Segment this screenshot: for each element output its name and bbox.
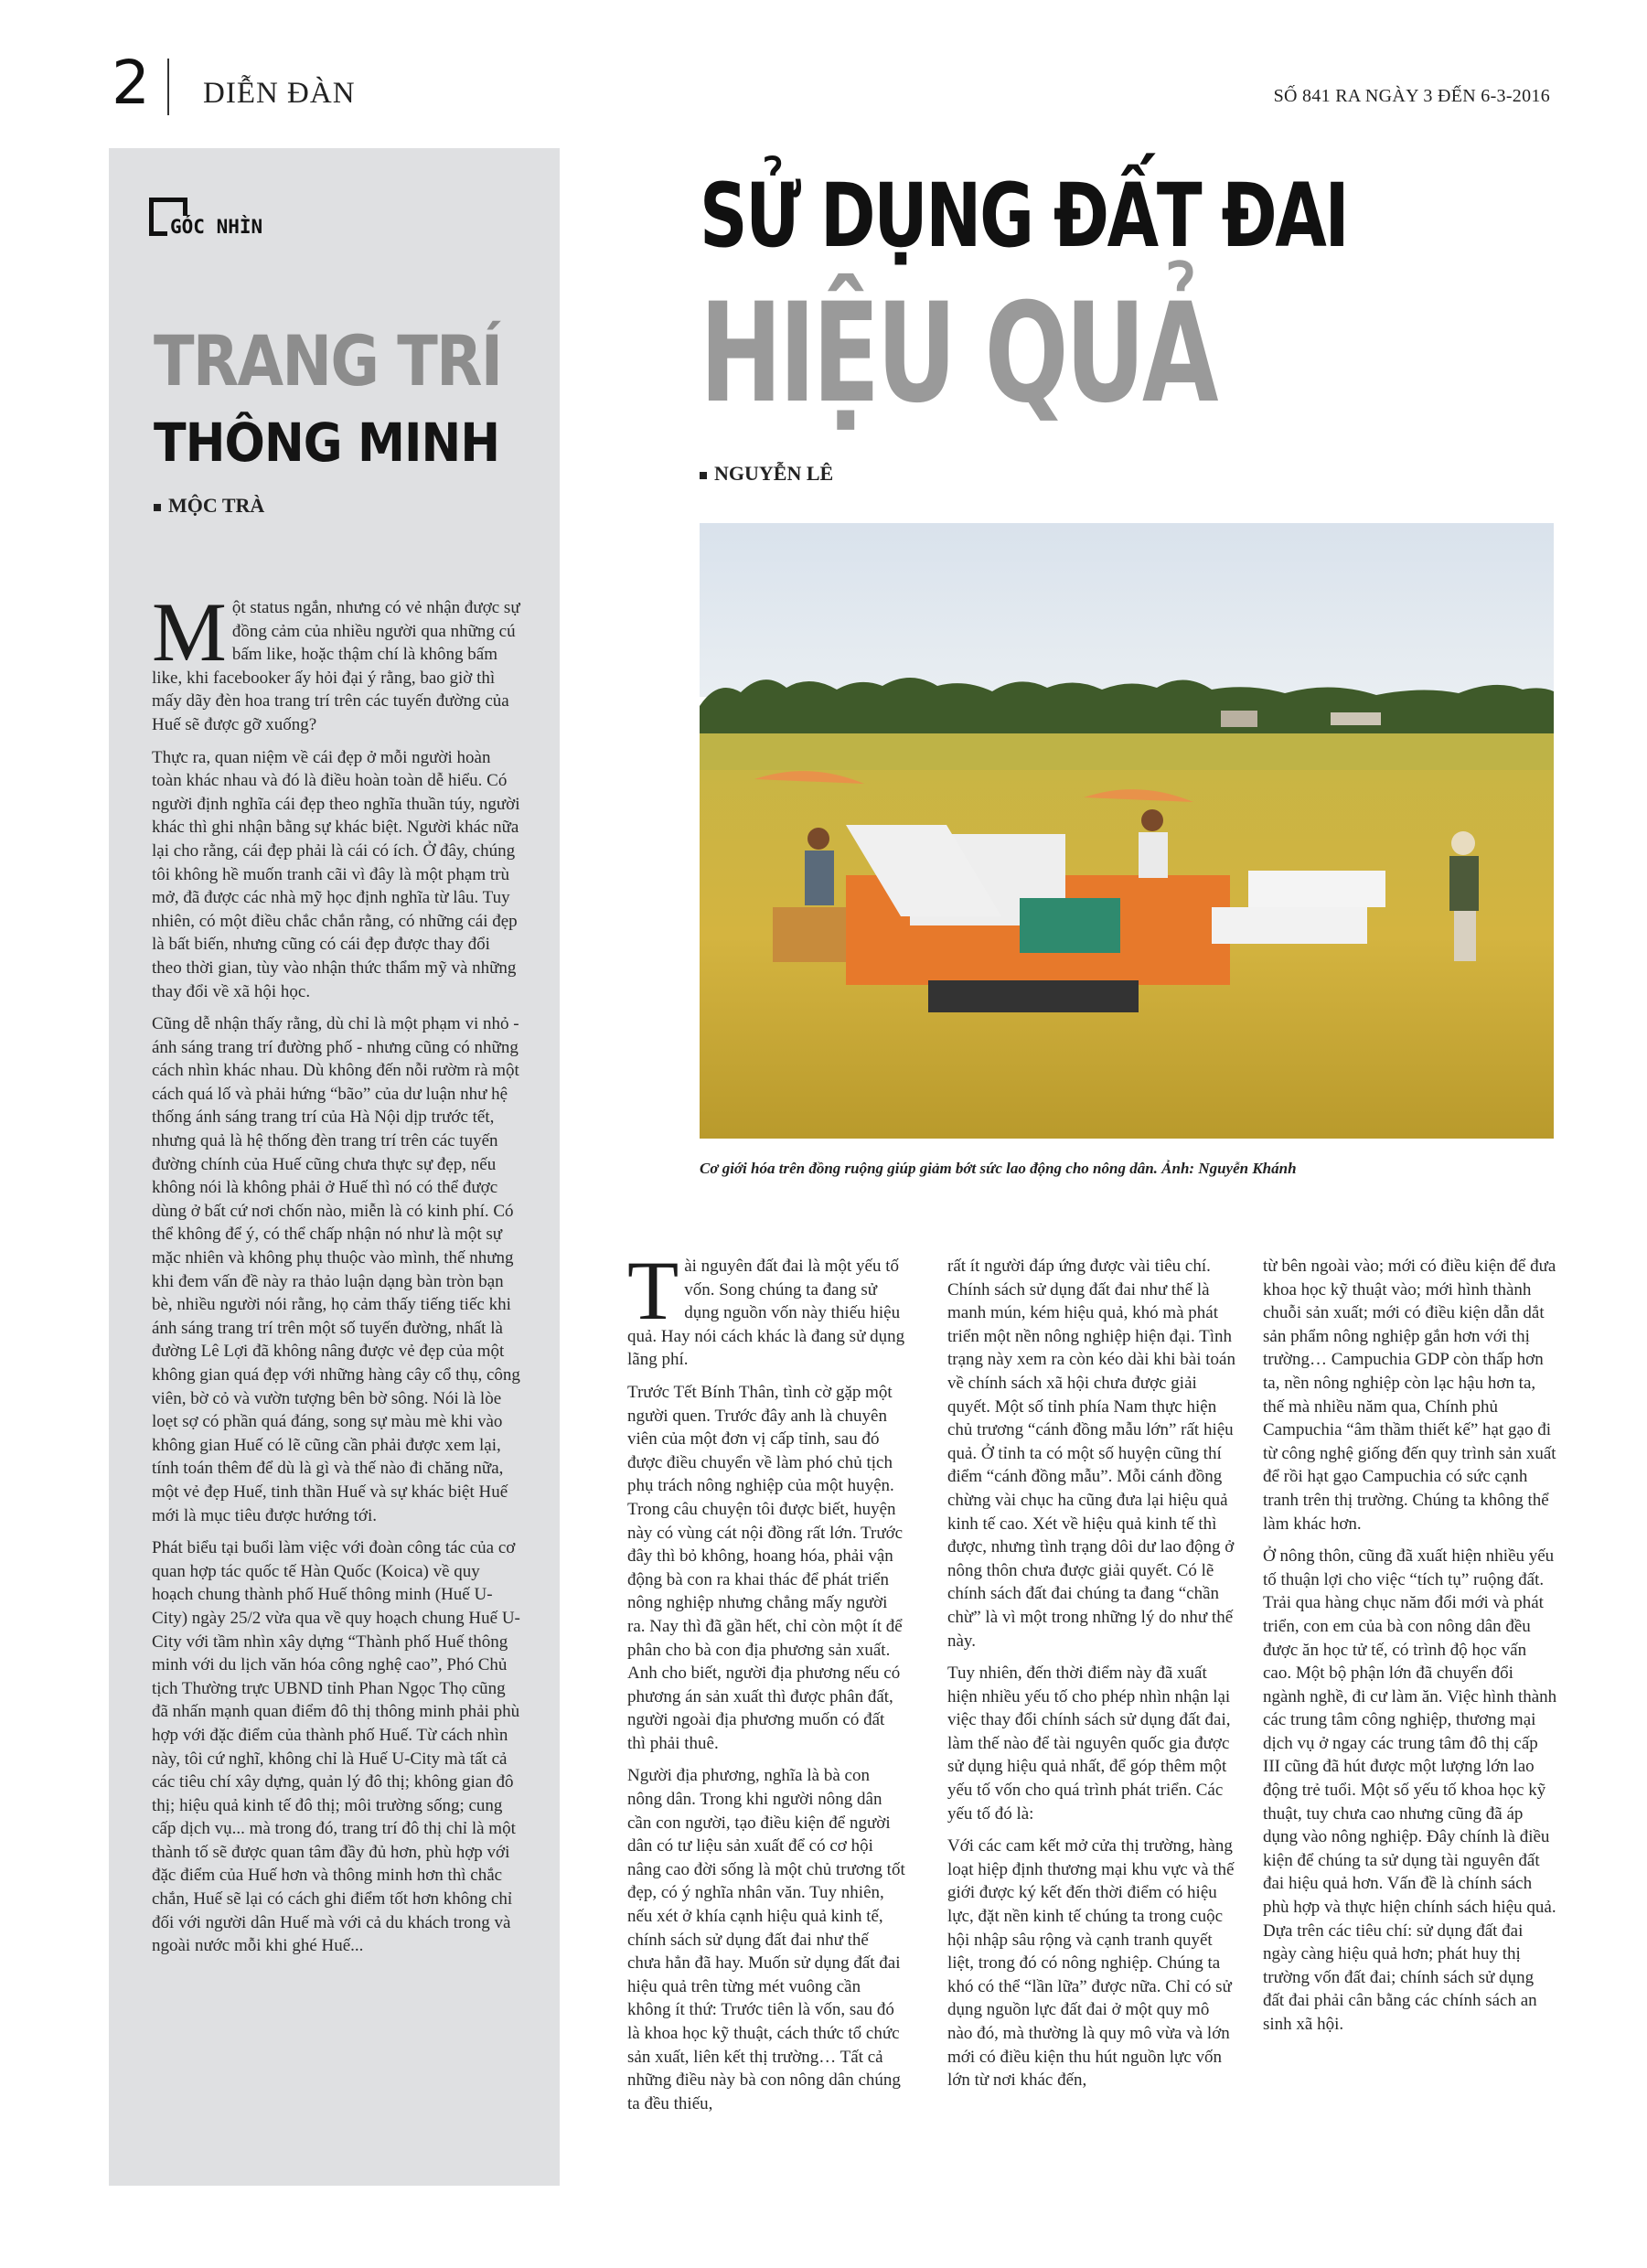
byline-square-icon [154,504,161,511]
photo-caption: Cơ giới hóa trên đồng ruộng giúp giảm bớt sức lao động cho nông dân. Ảnh: Nguyễn Khánh [700,1160,1297,1177]
article-byline [700,462,833,486]
sidebar-paragraph: Phát biểu tại buổi làm việc với đoàn công tác của cơ quan hợp tác quốc tế Hàn Quốc (Koica) về quy hoạch chung thành phố Huế thông minh (Huế U-City) ngày 25/2 vừa qua về quy hoạch chung Huế U-City với tầm nhìn xây dựng “Thành phố Huế thông minh với du lịch văn hóa công nghệ cao”, Phó Chủ tịch Thường trực UBND tỉnh Phan Ngọc Thọ cũng đã nhấn mạnh quan điểm đô thị thông minh phải phù hợp với đặc điểm của thành phố Huế. Từ cách nhìn này, tôi cứ nghĩ, không chỉ là Huế U-City mà tất cả các tiêu chí xây dựng, quản lý đô thị; không gian đô thị; hiệu quả kinh tế đô thị; môi trường sống; cung cấp dịch vụ... mà trong đó, trang trí đô thị chỉ là một thành tố sẽ được quan tâm đầy đủ hơn, phù hợp với đặc điểm của Huế hơn và thông minh hơn thì chắc chắn, Huế sẽ lại có cách ghi điểm tốt hơn không chỉ đối với người dân Huế mà với cả du khách trong và ngoài nước mỗi khi ghé Huế... [152,1538,520,1956]
article-title-line2: HIỆU QUẢ [700,274,1215,433]
sidebar-title-line1: TRANG TRÍ [154,320,502,401]
article-column-3 [1263,1255,1557,2188]
article-author: NGUYỄN LÊ [714,462,834,485]
article-title-line1: SỬ DỤNG ĐẤT ĐAI [700,165,1348,267]
rice-harvest-photo-icon [700,523,1554,1139]
sidebar-author: MỘC TRÀ [168,494,265,517]
sidebar-body [152,596,521,2151]
article-column-2 [947,1255,1236,2188]
section-name: DIỄN ĐÀN [203,77,356,110]
article-paragraph [627,1255,905,1372]
article-photo [700,523,1554,1139]
article-dropcap: T [627,1255,679,1337]
header-divider [167,59,169,115]
sidebar-paragraph-text: ột status ngắn, nhưng có vẻ nhận được sự đồng cảm của nhiều người qua những cú bấm like, hoặc thậm chí là không bấm like, khi facebooker ấy hỏi đại ý rằng, bao giờ thì mấy dãy đèn hoa trang trí trên các tuyến đường của Huế sẽ được gỡ xuống? [152,598,520,734]
article-column-1 [627,1255,905,2188]
sidebar-dropcap: M [152,596,227,679]
sidebar-title-line2: THÔNG MINH [154,412,500,474]
article-paragraph: rất ít người đáp ứng được vài tiêu chí. Chính sách sử dụng đất đai như thế là manh mún, kém hiệu quả, khó mà phát triển một nền nông nghiệp hiện đại. Tình trạng này xem ra còn kéo dài khi bài toán về chính sách xã hội chưa được giải quyết. Một số tỉnh phía Nam thực hiện chủ trương “cánh đồng mẫu lớn” rất hiệu quả. Ở tỉnh ta có một số huyện cũng thí điểm “cánh đồng mẫu”. Mỗi cánh đồng chừng vài chục ha cũng đưa lại hiệu quả kinh tế cao. Xét về hiệu quả kinh tế thì được, nhưng tình trạng dôi dư lao động ở nông thôn chưa được giải quyết. Có lẽ chính sách đất đai chúng ta đang “chần chừ” là vì một trong những lý do như thế này. [947,1257,1235,1651]
issue-info: SỐ 841 RA NGÀY 3 ĐẾN 6-3-2016 [1273,86,1550,106]
sidebar-paragraph: Thực ra, quan niệm về cái đẹp ở mỗi người hoàn toàn khác nhau và đó là điều hoàn toàn dễ hiểu. Có người định nghĩa cái đẹp theo nghĩa thuần túy, người khác thì ghi nhận bằng sự khác biệt. Người khác nữa lại cho rằng, cái đẹp phải là cái có ích. Ở đây, chúng tôi không hề muốn tranh cãi vì đây là một phạm trù mở, đã được các nhà mỹ học định nghĩa từ lâu. Tuy nhiên, có một điều chắc chắn rằng, có những cái đẹp là bất biến, nhưng cũng có cái đẹp được thay đổi theo thời gian, tùy vào nhận thức thẩm mỹ và những thay đổi về xã hội học. [152,747,520,1001]
article-paragraph: Người địa phương, nghĩa là bà con nông dân. Trong khi người nông dân cần con người, tạo điều kiện để người dân có tư liệu sản xuất để có cơ hội nâng cao đời sống là một chủ trương tốt đẹp, có ý nghĩa nhân văn. Tuy nhiên, nếu xét ở khía cạnh hiệu quả kinh tế, chính sách sử dụng đất đai như thế chưa hẳn đã hay. Muốn sử dụng đất đai hiệu quả trên từng mét vuông cần không ít thứ: Trước tiên là vốn, sau đó là khoa học kỹ thuật, cách thức tổ chức sản xuất, liên kết thị trường… Tất cả những điều này bà con nông dân chúng ta đều thiếu, [627,1766,905,2113]
sidebar-paragraph: Cũng dễ nhận thấy rằng, dù chỉ là một phạm vi nhỏ - ánh sáng trang trí đường phố - nhưng cũng có những cách nhìn khác nhau. Dù không đến nỗi rườm rà một cách quá lố và phải hứng “bão” của dư luận như hệ thống ánh sáng trang trí của Hà Nội dịp trước tết, nhưng quả là hệ thống đèn trang trí trên các tuyến đường chính của Huế cũng chưa thực sự đẹp, nếu không nói là không phải ở Huế thì nó có thể được dùng ở bất cứ nơi chốn nào, miễn là có kinh phí. Có thể không để ý, có thể chấp nhận nó như là một sự mặc nhiên và không phụ thuộc vào mình, thế nhưng khi đem vấn đề này ra thảo luận dạng bàn tròn bạn bè, nhiều người nói rằng, họ cảm thấy tiếng tiếc khi ánh sáng trang trí trên một số tuyến đường, nhất là đường Lê Lợi đã không nâng được vẻ đẹp của một không gian quá đẹp với những hàng cây cổ thụ, công viên, bờ cỏ và vườn tượng bên bờ sông. Nói là lòe loẹt sợ có phần quá đáng, song sự màu mè khi vào không gian Huế có lẽ cũng cần phải được xem lại, tính toán thêm để dù là gì và thế nào đi chăng nữa, một vẻ đẹp Huế, tinh thần Huế và sự khác biệt Huế mới là mục tiêu được hướng tới. [152,1014,520,1525]
article-paragraph-text: ài nguyên đất đai là một yếu tố vốn. Song chúng ta đang sử dụng nguồn vốn này thiếu hiệu quả. Hay nói cách khác là đang sử dụng lãng phí. [627,1257,905,1370]
sidebar-byline [154,494,264,518]
article-paragraph: Trước Tết Bính Thân, tình cờ gặp một người quen. Trước đây anh là chuyên viên của một đơn vị cấp tỉnh, sau đó được điều chuyển về làm phó chủ tịch phụ trách nông nghiệp của một huyện. Trong câu chuyện tôi được biết, huyện này có vùng cát nội đồng rất lớn. Trước đây thì bỏ không, hoang hóa, phải vận động bà con ra khai thác để phát triển nông nghiệp nhưng chẳng mấy người ra. Nay thì đã gần hết, chỉ còn một ít để phân cho bà con địa phương sản xuất. Anh cho biết, người địa phương nếu có phương án sản xuất thì được phân đất, người ngoài địa phương muốn có đất thì phải thuê. [627,1382,904,1753]
article-paragraph: Với các cam kết mở cửa thị trường, hàng loạt hiệp định thương mại khu vực và thế giới được ký kết đến thời điểm có hiệu lực, đặt nền kinh tế chúng ta trong cuộc hội nhập sâu rộng và cạnh tranh quyết liệt, trong đó có nông nghiệp. Chúng ta khó có thể “lần lữa” được nữa. Chỉ có sử dụng nguồn lực đất đai ở một quy mô nào đó, mà thường là quy mô vừa và lớn mới có điều kiện thu hút nguồn lực vốn lớn từ nơi khác đến, [947,1836,1235,2091]
article-paragraph: Ở nông thôn, cũng đã xuất hiện nhiều yếu tố thuận lợi cho việc “tích tụ” ruộng đất. Trải qua hàng chục năm đổi mới và phát triển, con em của bà con nông dân đều được ăn học tử tế, có trình độ học vấn cao. Một bộ phận lớn đã chuyển đổi ngành nghề, đi cư làm ăn. Việc hình thành các trung tâm công nghiệp, thương mại dịch vụ ở ngay các trung tâm đô thị cấp III cũng đã hút được một lượng lớn lao động trẻ tuổi. Một số yếu tố khoa học kỹ thuật, tuy chưa cao nhưng cũng đã áp dụng vào nông nghiệp. Đây chính là điều kiện để chúng ta sử dụng tài nguyên đất đai hiệu quả hơn. Vấn đề là chính sách phù hợp và thực hiện chính sách hiệu quả. Dựa trên các tiêu chí: sử dụng đất đai ngày càng hiệu quả hơn; phát huy thị trường vốn đất đai; chính sách sử dụng đất đai phải cân bằng các chính sách an sinh xã hội. [1263,1546,1557,2034]
article-paragraph: từ bên ngoài vào; mới có điều kiện để đưa khoa học kỹ thuật vào; mới hình thành chuỗi sản xuất; mới có điều kiện dẫn dắt sản phẩm nông nghiệp gắn hơn với thị trường… Campuchia GDP còn thấp hơn ta, nền nông nghiệp còn lạc hậu hơn ta, thế mà nhiều năm qua, Chính phủ Campuchia “âm thầm thiết kế” hạt gạo đi từ công nghệ giống đến quy trình sản xuất để rồi hạt gạo Campuchia có sức cạnh tranh trên thị trường. Chúng ta không thể làm khác hơn. [1263,1257,1556,1534]
sidebar-section-label: GÓC NHÌN [167,216,262,238]
byline-square-icon [700,472,707,479]
sidebar-paragraph [152,596,521,737]
article-paragraph: Tuy nhiên, đến thời điểm này đã xuất hiện nhiều yếu tố cho phép nhìn nhận lại việc thay đổi chính sách sử dụng đất đai, làm thế nào để tài nguyên quốc gia được sử dụng hiệu quả nhất, để góp thêm một yếu tố vốn cho quá trình phát triển. Các yếu tố đó là: [947,1664,1231,1824]
page-number: 2 [112,48,150,118]
